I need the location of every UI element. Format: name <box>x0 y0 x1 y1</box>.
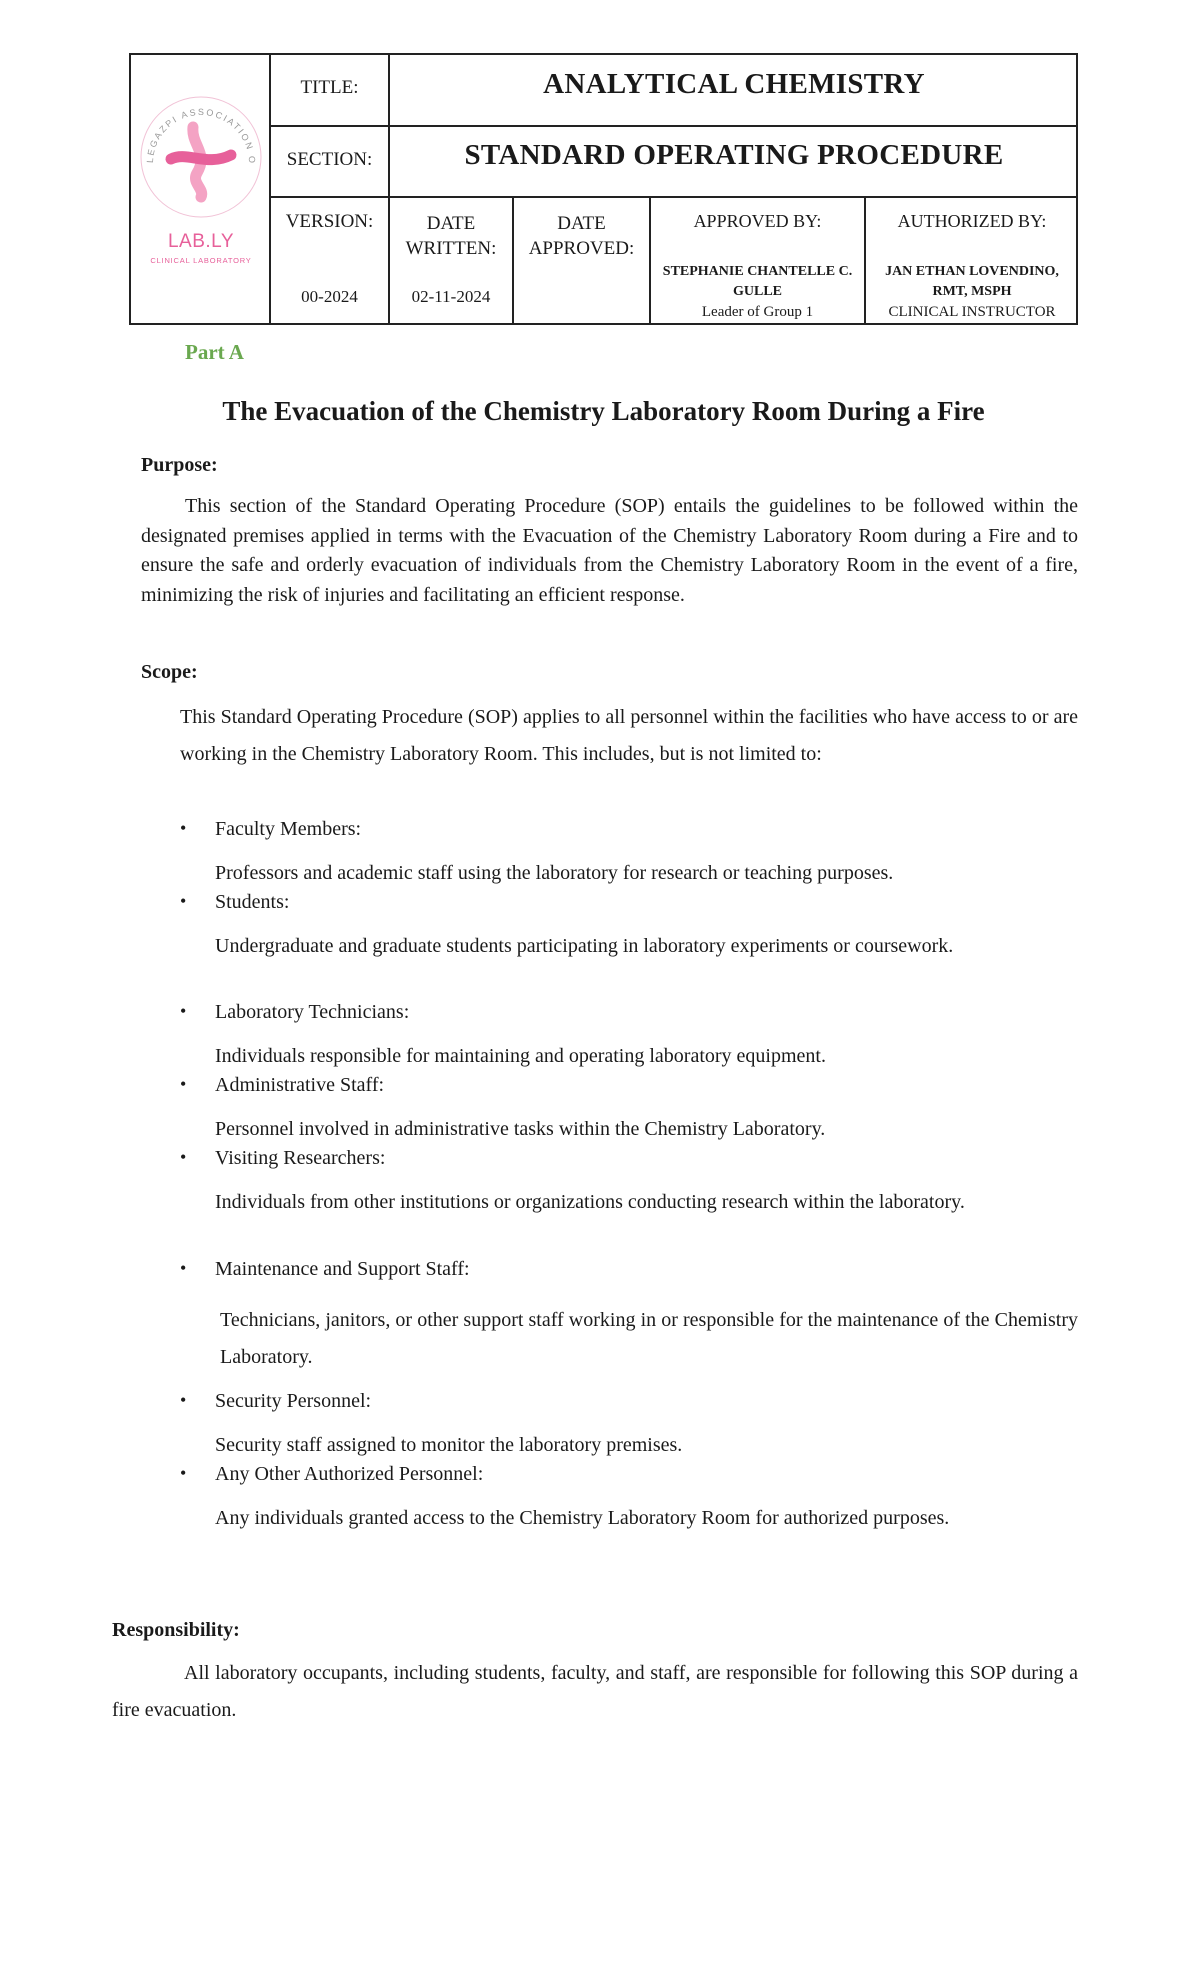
scope-intro: This Standard Operating Procedure (SOP) applies to all personnel within the facilities who have access to or are working in the Chemistry Laboratory Room. This includes, but is not limited to: <box>180 706 1078 765</box>
authorized-by-label: AUTHORIZED BY: <box>897 211 1047 231</box>
bullet-icon: • <box>180 1001 187 1021</box>
scope-item-label: Faculty Members: <box>215 818 362 840</box>
logo-subtitle: CLINICAL LABORATORY <box>150 256 252 265</box>
part-label: Part A <box>185 340 244 364</box>
scope-item-description: Security staff assigned to monitor the laboratory premises. <box>215 1434 683 1456</box>
title-label: TITLE: <box>300 77 359 98</box>
scope-heading: Scope: <box>141 661 198 683</box>
sop-header-table <box>129 53 1078 325</box>
lably-logo <box>131 55 271 325</box>
approved-by-label: APPROVED BY: <box>693 211 822 231</box>
scope-item-label: Security Personnel: <box>215 1390 372 1412</box>
scope-item-label: Maintenance and Support Staff: <box>215 1258 470 1280</box>
bullet-icon: • <box>180 1463 187 1483</box>
bullet-icon: • <box>180 891 187 911</box>
bullet-icon: • <box>180 1258 187 1278</box>
scope-item-description: Personnel involved in administrative tasks within the Chemistry Laboratory. <box>215 1118 826 1140</box>
approved-by-role: Leader of Group 1 <box>701 304 814 320</box>
scope-item-description: Technicians, janitors, or other support staff working in or responsible for the maintenance of the Chemistry Laboratory. <box>220 1309 1078 1368</box>
responsibility-text: All laboratory occupants, including students, faculty, and staff, are responsible for following this SOP during a fire evacuation. <box>112 1662 1078 1721</box>
scope-item-label: Students: <box>215 891 290 913</box>
section-value: STANDARD OPERATING PROCEDURE <box>464 139 1004 171</box>
scope-item-description: Professors and academic staff using the laboratory for research or teaching purposes. <box>215 862 894 884</box>
date-written-label: DATE WRITTEN: <box>405 213 497 259</box>
logo-ring-text: LEGAZPI ASSOCIATION O <box>144 106 258 166</box>
scope-item-description: Individuals from other institutions or organizations conducting research within the laboratory. <box>215 1191 965 1213</box>
version-label: VERSION: <box>285 211 374 232</box>
purpose-heading: Purpose: <box>141 454 218 476</box>
scope-item-description: Undergraduate and graduate students participating in laboratory experiments or coursework. <box>215 935 954 957</box>
bullet-icon: • <box>180 1074 187 1094</box>
scope-item-label: Administrative Staff: <box>215 1074 385 1096</box>
scope-item-label: Visiting Researchers: <box>215 1147 386 1169</box>
bullet-icon: • <box>180 818 187 838</box>
authorized-by-name: JAN ETHAN LOVENDINO, RMT, MSPH <box>885 264 1059 299</box>
bullet-icon: • <box>180 1390 187 1410</box>
title-value: ANALYTICAL CHEMISTRY <box>543 68 925 100</box>
document-title: The Evacuation of the Chemistry Laboratory Room During a Fire <box>222 396 985 426</box>
bullet-icon: • <box>180 1147 187 1167</box>
responsibility-heading: Responsibility: <box>112 1619 240 1641</box>
version-value: 00-2024 <box>301 287 358 306</box>
purpose-text: This section of the Standard Operating Procedure (SOP) entails the guidelines to be followed within the designated premises applied in terms with the Evacuation of the Chemistry Laboratory Room during a Fire and to ensure the safe and orderly evacuation of individuals from the Chemistry Laboratory Room in the event of a fire, minimizing the risk of injuries and facilitating an efficient response. <box>141 495 1078 606</box>
logo-name: LAB.LY <box>167 231 235 252</box>
date-written-value: 02-11-2024 <box>411 287 491 306</box>
scope-item-label: Any Other Authorized Personnel: <box>215 1463 484 1485</box>
section-label: SECTION: <box>286 149 373 170</box>
scope-item-description: Any individuals granted access to the Chemistry Laboratory Room for authorized purposes. <box>215 1507 950 1529</box>
lably-seal-icon <box>131 55 271 235</box>
authorized-by-role: CLINICAL INSTRUCTOR <box>888 304 1056 320</box>
approved-by-name: STEPHANIE CHANTELLE C. GULLE <box>662 264 853 299</box>
scope-item-label: Laboratory Technicians: <box>215 1001 410 1023</box>
date-approved-label: DATE APPROVED: <box>528 213 635 259</box>
scope-item-description: Individuals responsible for maintaining and operating laboratory equipment. <box>215 1045 826 1067</box>
